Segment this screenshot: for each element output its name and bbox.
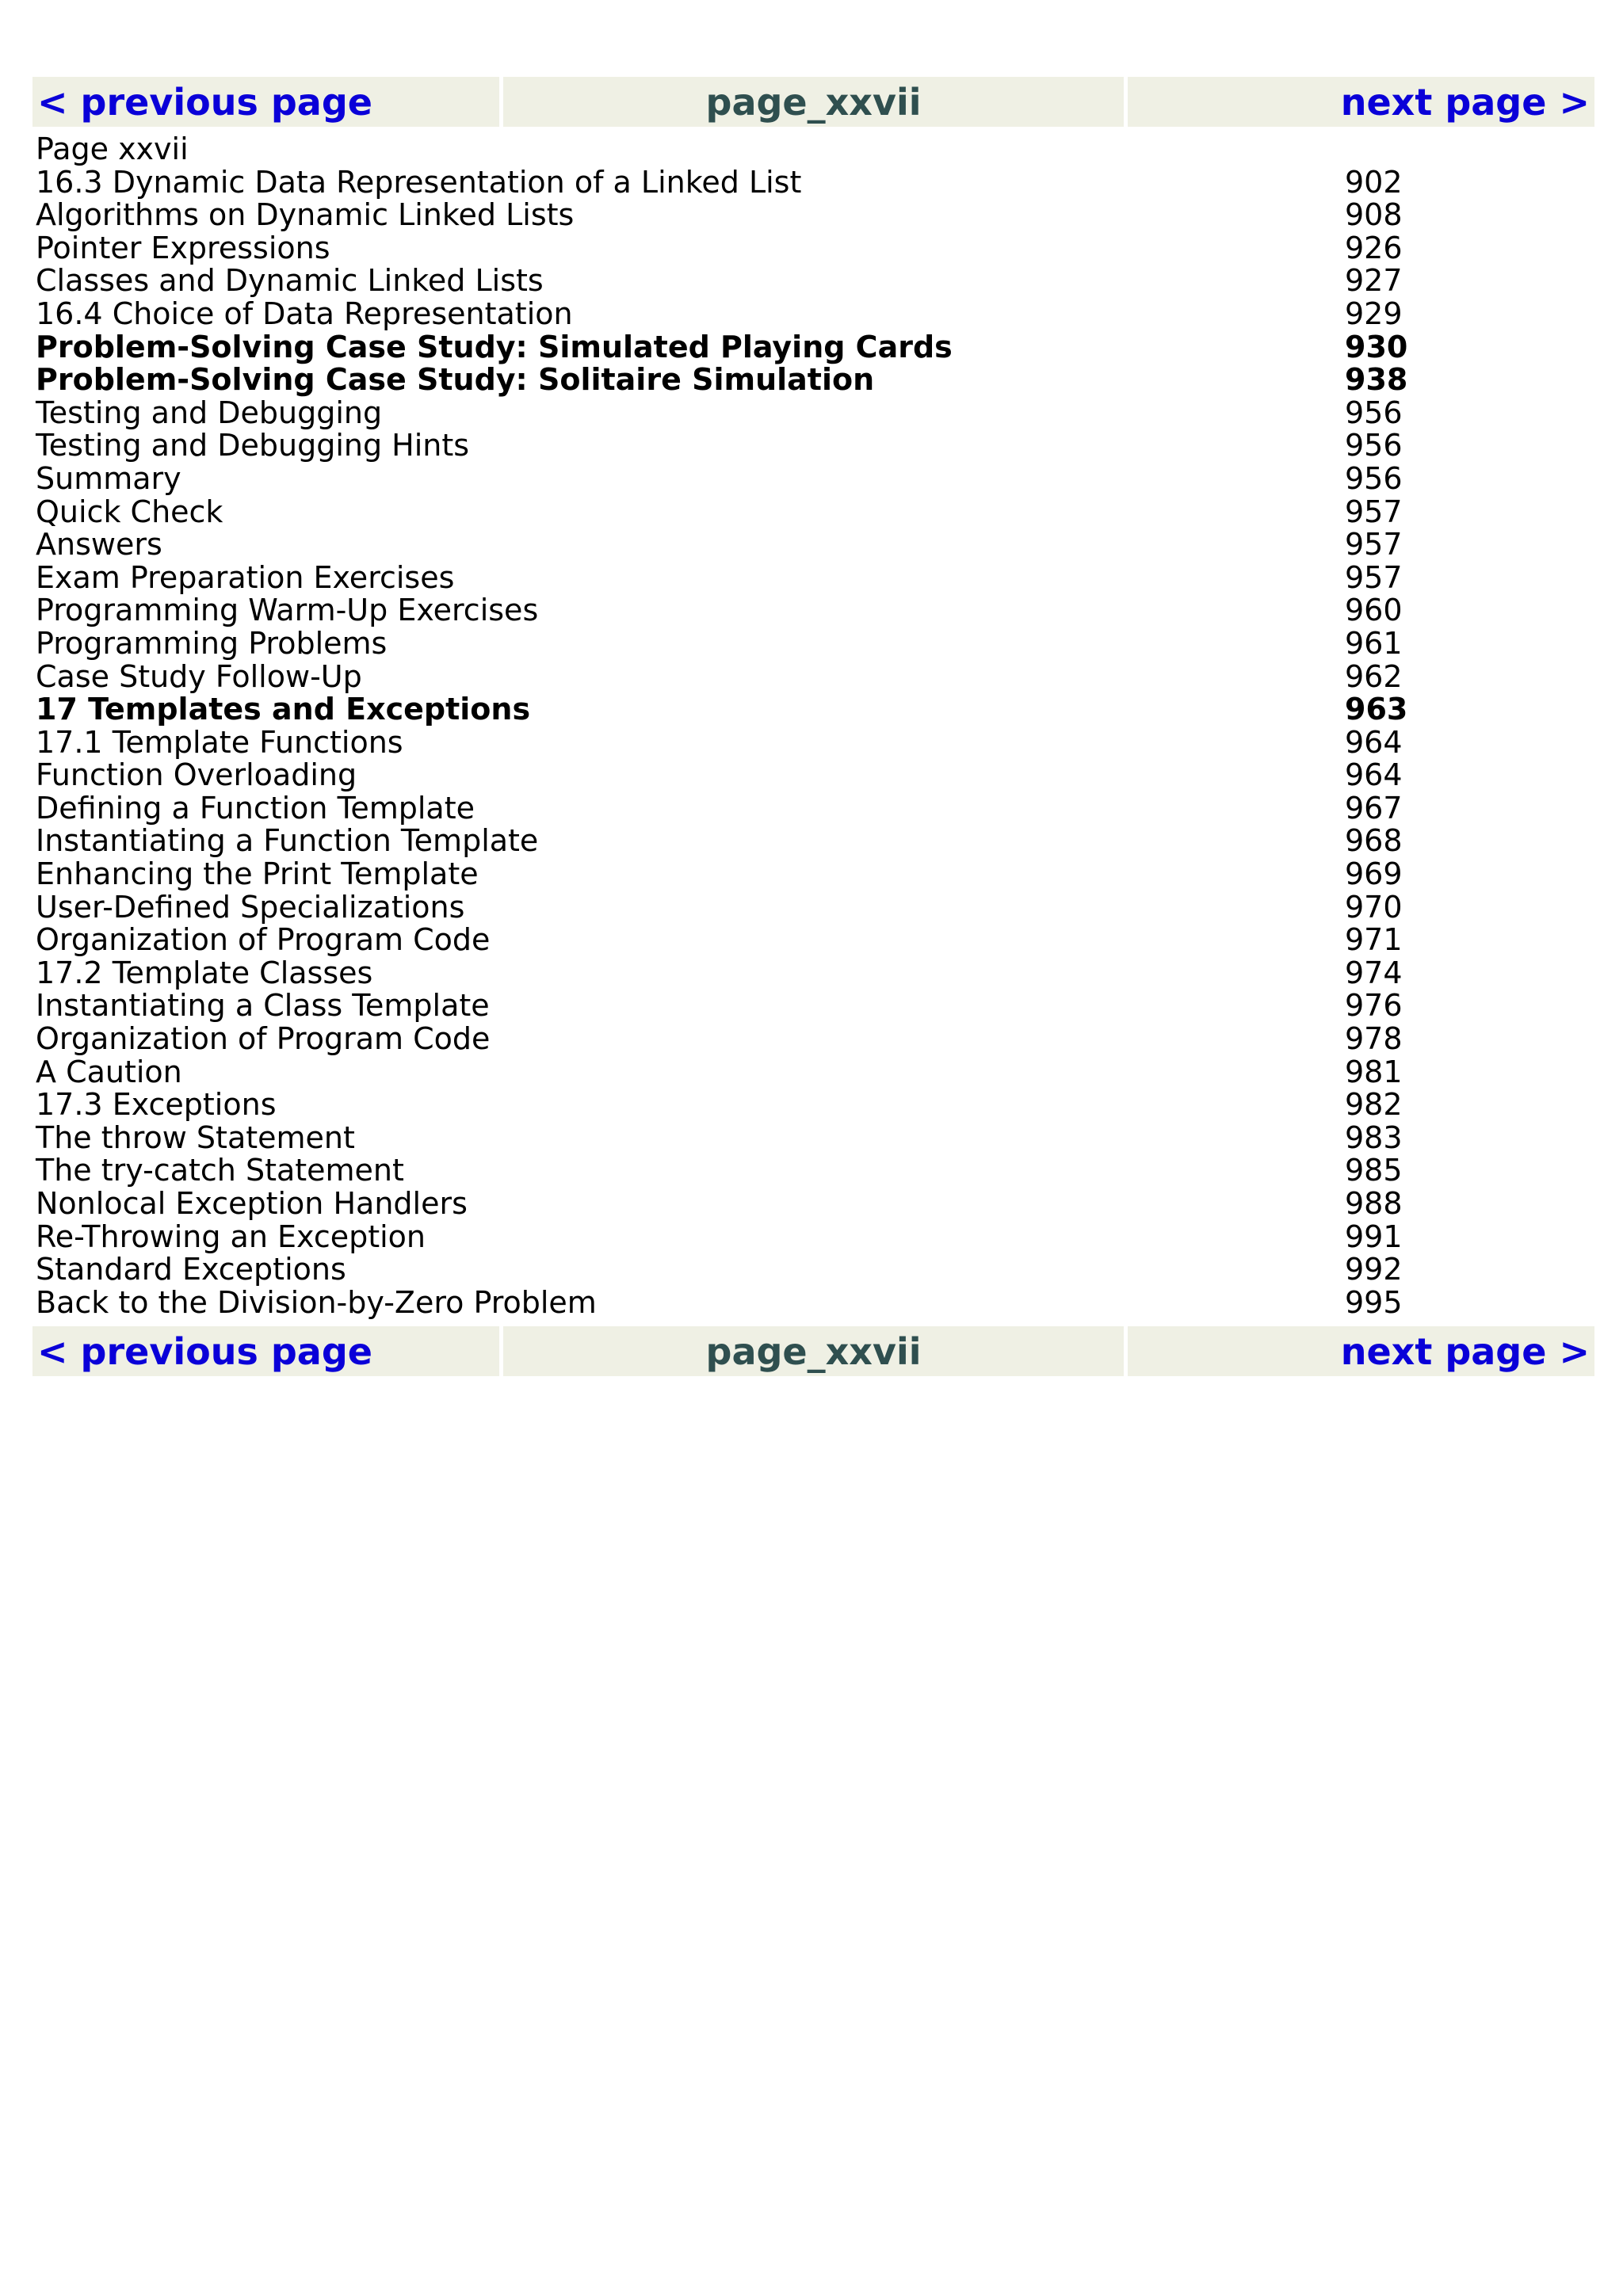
- toc-entry-title: 16.3 Dynamic Data Representation of a Linked List: [36, 164, 802, 200]
- toc-entry: [36, 1056, 1430, 1089]
- toc-entry-page-number: 957: [1345, 494, 1403, 529]
- toc-entry-title: 17.2 Template Classes: [36, 955, 373, 990]
- toc-entry-page-number: 992: [1345, 1252, 1403, 1287]
- page-id-label: page_xxvii: [503, 1326, 1124, 1376]
- toc-entry-page-number: 970: [1345, 889, 1403, 925]
- toc-entry-title: Case Study Follow-Up: [36, 658, 362, 694]
- toc-entry-page-number: 927: [1345, 263, 1403, 299]
- toc-entry: [36, 331, 1430, 364]
- toc-entry: [36, 1119, 1430, 1155]
- toc-entry-page-number: 956: [1345, 428, 1403, 463]
- toc-entry-title: 17.3 Exceptions: [36, 1087, 277, 1123]
- toc-entry-title: Organization of Program Code: [36, 922, 491, 958]
- toc-entry: [36, 1253, 1430, 1287]
- toc-entry: [36, 627, 1430, 661]
- toc-entry: [36, 924, 1430, 957]
- toc-entry-page-number: 969: [1345, 856, 1403, 892]
- next-page-link[interactable]: next page >: [1128, 77, 1594, 127]
- toc-entry-page-number: 982: [1345, 1087, 1403, 1123]
- toc-entry: [36, 957, 1430, 990]
- toc-entry-page-number: 926: [1345, 230, 1403, 265]
- toc-entry-page-number: 938: [1345, 362, 1408, 398]
- toc-entry-title: User-Defined Specializations: [36, 889, 465, 925]
- toc-entry-page-number: 995: [1345, 1284, 1403, 1320]
- top-navigation-bar: [32, 77, 1594, 127]
- toc-entry-page-number: 957: [1345, 527, 1403, 563]
- toc-entry: [36, 724, 1430, 760]
- toc-entry-title: Programming Problems: [36, 625, 388, 661]
- toc-entry-page-number: 964: [1345, 757, 1403, 793]
- toc-entry-title: Summary: [36, 460, 181, 496]
- toc-entry-title: Answers: [36, 527, 162, 563]
- toc-entry: [36, 397, 1430, 430]
- toc-entry: [36, 429, 1430, 463]
- toc-entry-title: Problem-Solving Case Study: Simulated Playing Cards: [36, 329, 953, 364]
- toc-entry-title: Exam Preparation Exercises: [36, 559, 455, 595]
- toc-entry-title: Nonlocal Exception Handlers: [36, 1186, 468, 1221]
- toc-entry-page-number: 985: [1345, 1153, 1403, 1188]
- toc-entry-page-number: 963: [1345, 692, 1408, 727]
- toc-entry-title: Pointer Expressions: [36, 230, 330, 265]
- toc-entry-page-number: 960: [1345, 593, 1403, 628]
- toc-entry-title: Re-Throwing an Exception: [36, 1219, 426, 1254]
- toc-entry-page-number: 967: [1345, 790, 1403, 826]
- toc-entry: [36, 199, 1430, 232]
- toc-entry-page-number: 962: [1345, 658, 1403, 694]
- previous-page-link[interactable]: < previous page: [32, 77, 499, 127]
- table-of-contents: [36, 166, 1430, 1320]
- toc-entry: [36, 1284, 1430, 1320]
- toc-entry-title: Problem-Solving Case Study: Solitaire Simulation: [36, 362, 875, 398]
- page-id-label: page_xxvii: [503, 77, 1124, 127]
- toc-entry: [36, 759, 1430, 792]
- toc-entry-page-number: 988: [1345, 1186, 1403, 1221]
- toc-entry: [36, 858, 1430, 891]
- toc-entry-page-number: 978: [1345, 1021, 1403, 1057]
- toc-entry-title: Instantiating a Class Template: [36, 988, 490, 1024]
- toc-entry: [36, 364, 1430, 397]
- toc-entry: [36, 1154, 1430, 1188]
- toc-entry: [36, 528, 1430, 562]
- toc-entry-title: Programming Warm-Up Exercises: [36, 593, 539, 628]
- toc-entry-page-number: 976: [1345, 988, 1403, 1024]
- toc-entry-title: The try-catch Statement: [36, 1153, 404, 1188]
- toc-entry-page-number: 956: [1345, 460, 1403, 496]
- previous-page-link[interactable]: < previous page: [32, 1326, 499, 1376]
- toc-entry: [36, 594, 1430, 627]
- toc-entry: [36, 1023, 1430, 1056]
- toc-entry-page-number: 929: [1345, 296, 1403, 331]
- toc-entry-title: Classes and Dynamic Linked Lists: [36, 263, 544, 299]
- toc-entry-title: Testing and Debugging: [36, 395, 383, 430]
- toc-entry: [36, 298, 1430, 331]
- next-page-link[interactable]: next page >: [1128, 1326, 1594, 1376]
- page-number-label: Page xxvii: [36, 132, 189, 166]
- toc-entry-title: 16.4 Choice of Data Representation: [36, 296, 573, 331]
- toc-entry-page-number: 908: [1345, 197, 1403, 233]
- toc-entry-title: Standard Exceptions: [36, 1252, 346, 1287]
- toc-entry: [36, 825, 1430, 858]
- toc-entry: [36, 265, 1430, 298]
- toc-entry: [36, 658, 1430, 694]
- toc-entry-title: Testing and Debugging Hints: [36, 428, 470, 463]
- toc-entry: [36, 693, 1430, 727]
- toc-entry-title: Defining a Function Template: [36, 790, 475, 826]
- toc-entry: [36, 496, 1430, 529]
- toc-entry-page-number: 956: [1345, 395, 1403, 430]
- toc-entry-title: Algorithms on Dynamic Linked Lists: [36, 197, 575, 233]
- toc-entry-title: Quick Check: [36, 494, 223, 529]
- bottom-navigation-bar: [32, 1326, 1594, 1376]
- toc-entry: [36, 1089, 1430, 1122]
- toc-entry-page-number: 971: [1345, 922, 1403, 958]
- toc-entry-title: The throw Statement: [36, 1119, 355, 1155]
- toc-entry: [36, 1188, 1430, 1221]
- toc-entry-title: Instantiating a Function Template: [36, 823, 539, 859]
- toc-entry-page-number: 981: [1345, 1054, 1403, 1089]
- toc-entry: [36, 166, 1430, 200]
- toc-entry-title: Organization of Program Code: [36, 1021, 491, 1057]
- toc-entry-page-number: 964: [1345, 724, 1403, 760]
- toc-entry-title: Back to the Division-by-Zero Problem: [36, 1284, 597, 1320]
- toc-entry: [36, 891, 1430, 925]
- toc-entry-title: A Caution: [36, 1054, 182, 1089]
- toc-entry-title: 17 Templates and Exceptions: [36, 692, 531, 727]
- toc-entry-page-number: 930: [1345, 329, 1408, 364]
- toc-entry-page-number: 974: [1345, 955, 1403, 990]
- toc-entry-page-number: 991: [1345, 1219, 1403, 1254]
- toc-entry-page-number: 968: [1345, 823, 1403, 859]
- toc-entry: [36, 559, 1430, 595]
- toc-entry-title: 17.1 Template Functions: [36, 724, 403, 760]
- toc-entry-page-number: 902: [1345, 164, 1403, 200]
- toc-entry: [36, 990, 1430, 1023]
- toc-entry-title: Enhancing the Print Template: [36, 856, 479, 892]
- toc-entry: [36, 232, 1430, 265]
- toc-entry-title: Function Overloading: [36, 757, 357, 793]
- toc-entry: [36, 792, 1430, 826]
- toc-entry: [36, 1221, 1430, 1254]
- toc-entry-page-number: 961: [1345, 625, 1403, 661]
- toc-entry-page-number: 957: [1345, 559, 1403, 595]
- toc-entry-page-number: 983: [1345, 1119, 1403, 1155]
- toc-entry: [36, 460, 1430, 496]
